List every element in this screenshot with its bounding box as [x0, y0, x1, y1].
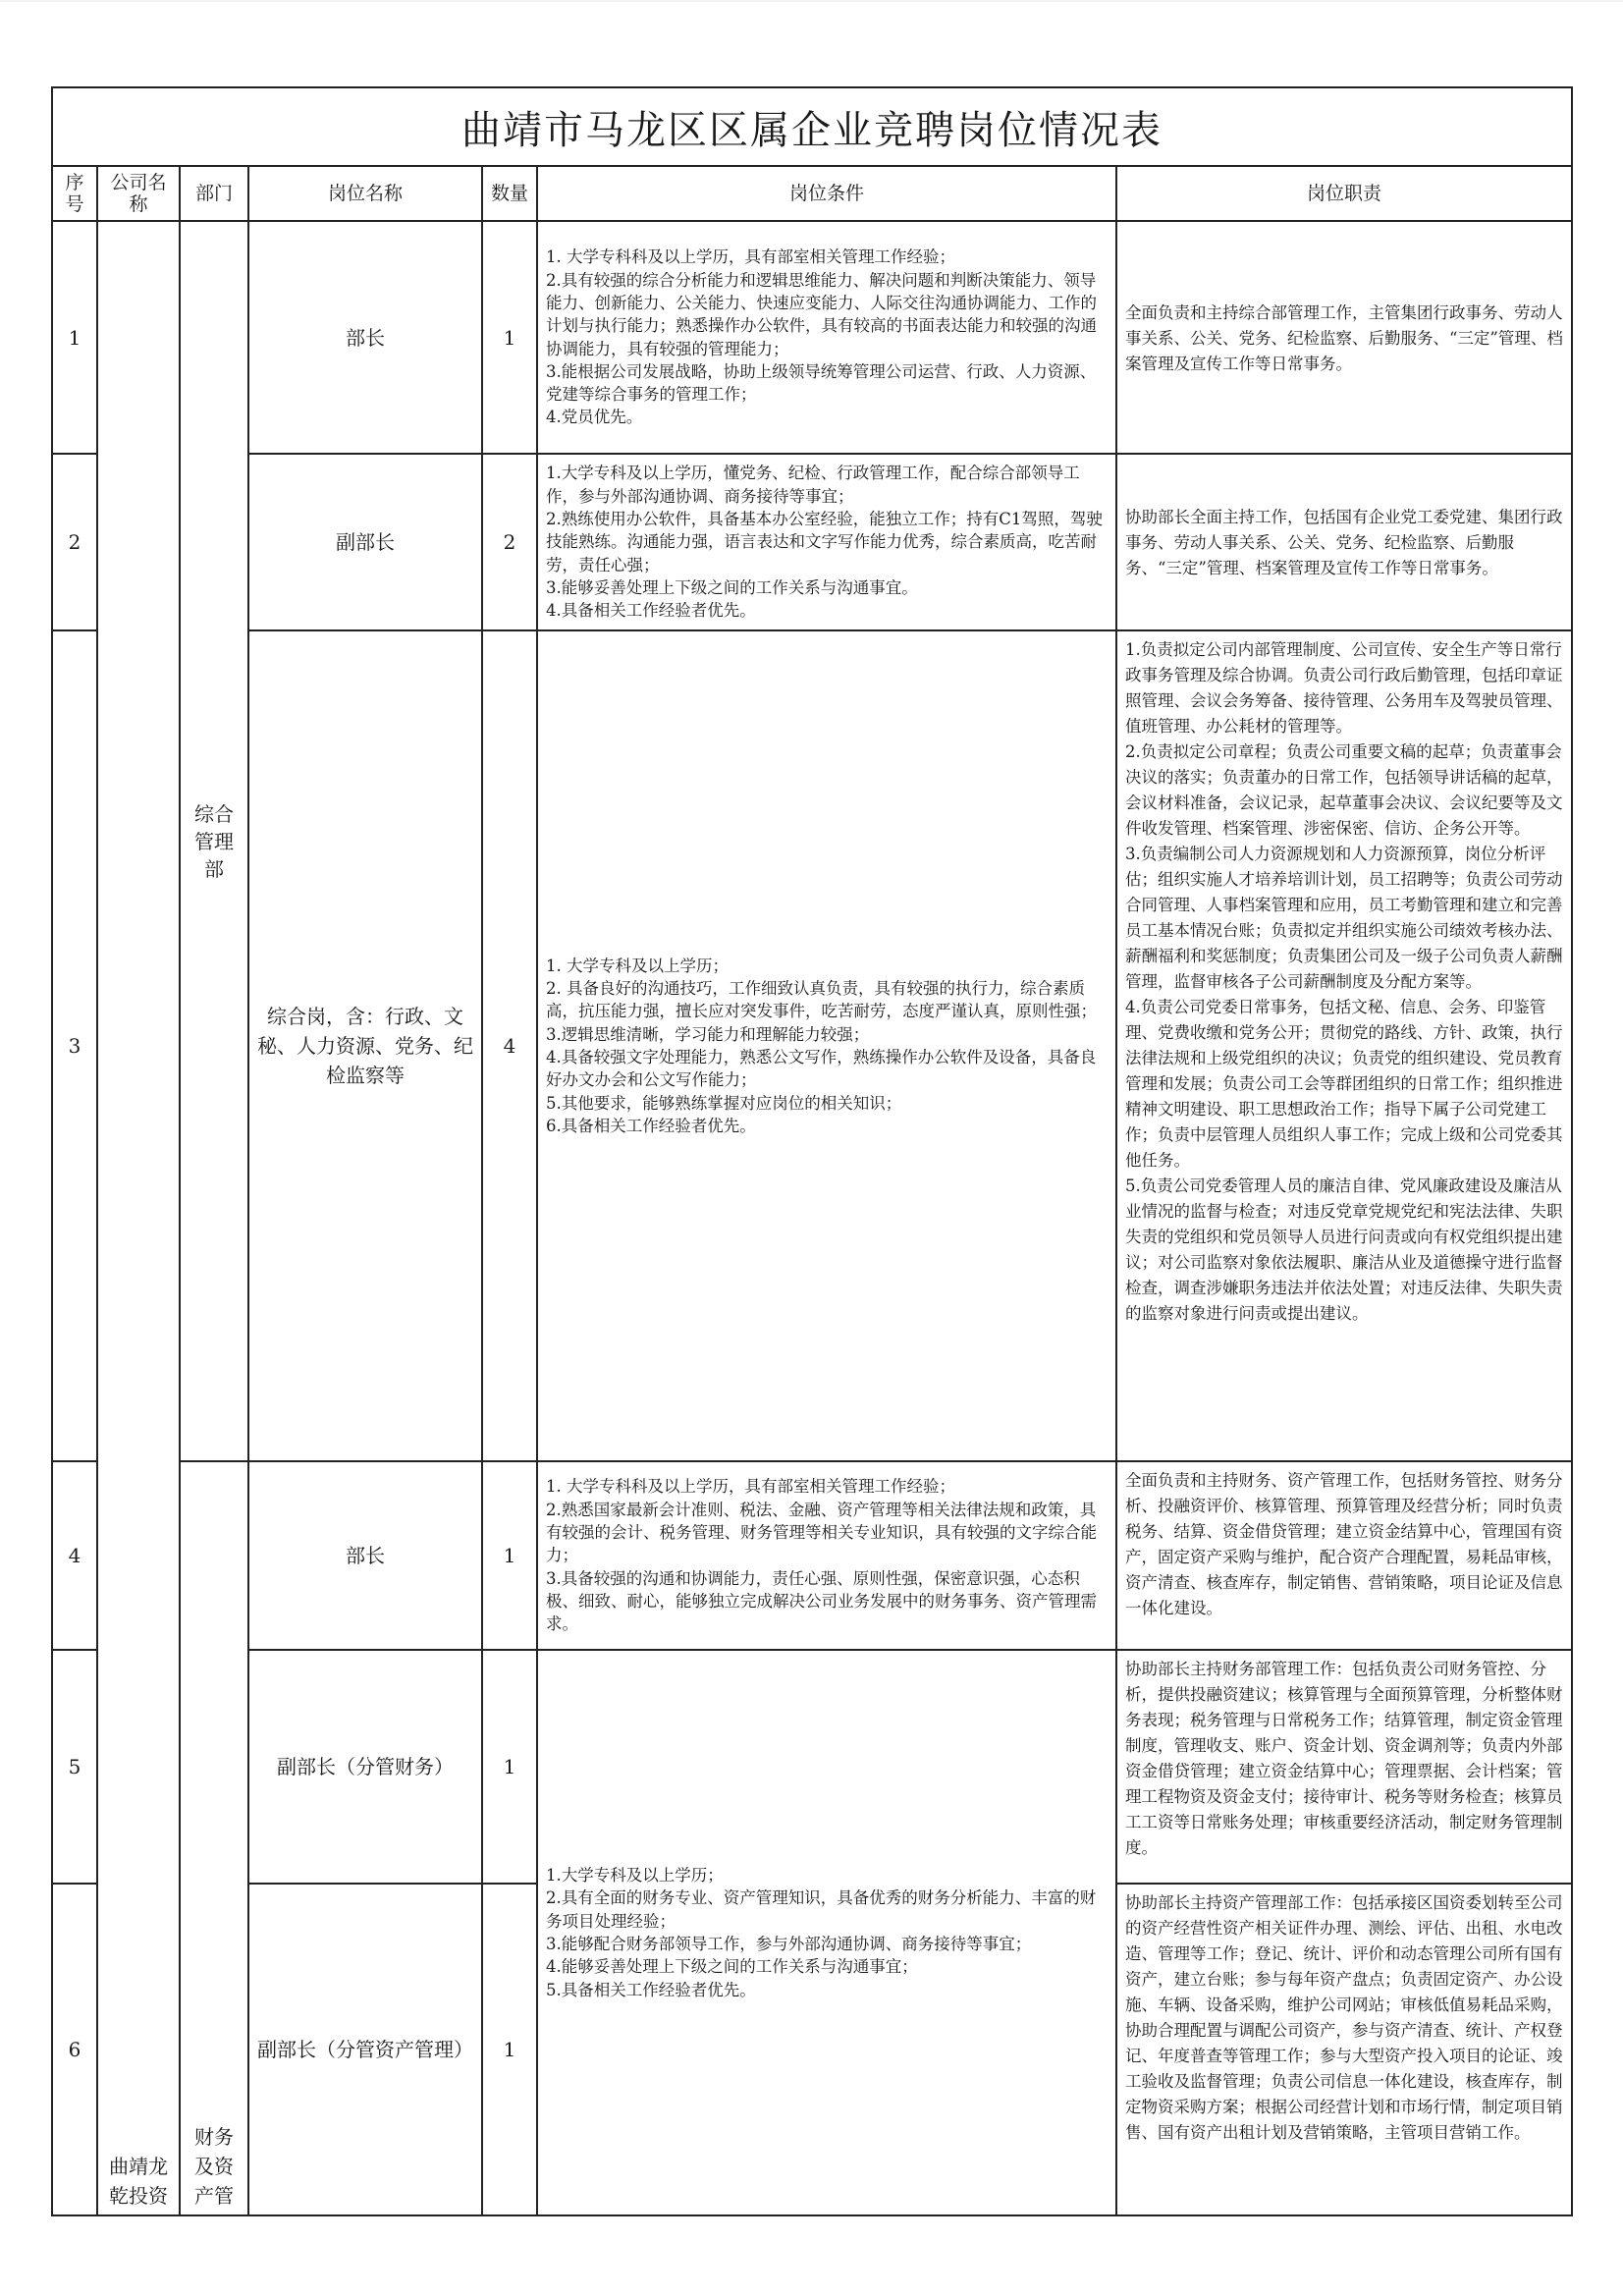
- condition-item: 3.具备较强的沟通和协调能力，责任心强、原则性强，保密意识强，心态积极、细致、耐心，能够独立完成解决公司业务发展中的财务事务、资产管理需求。: [546, 1568, 1097, 1634]
- dept-finance: 财务及资产管: [194, 2125, 234, 2208]
- scan-edge: [0, 0, 1623, 2]
- condition-item: 4.党员优先。: [546, 408, 643, 427]
- seq-cell: 6: [52, 1884, 97, 2215]
- condition-item: 3.能根据公司发展战略，协助上级领导统筹管理公司运营、行政、人力资源、党建等综合事务的管理工作；: [546, 361, 1097, 405]
- count-cell: 2: [482, 454, 537, 630]
- condition-item: 4.能够妥善处理上下级之间的工作关系与沟通事宜；: [546, 1957, 918, 1977]
- condition-item: 2.熟悉国家最新会计准则、税法、金融、资产管理等相关法律法规和政策，具有较强的会计、税务管理、财务管理等相关专业知识，具有较强的文字综合能力；: [546, 1500, 1097, 1565]
- condition-item: 1. 大学专科科及以上学历，具有部室相关管理工作经验；: [546, 247, 955, 267]
- condition-item: 2.具有全面的财务专业、资产管理知识，具备优秀的财务分析能力、丰富的财务项目处理经验；: [546, 1888, 1097, 1931]
- condition-item: 2. 具备良好的沟通技巧，工作细致认真负责，具有较强的执行力，综合素质高，抗压能力强，擅长应对突发事件，吃苦耐劳，态度严谨认真，原则性强；: [546, 979, 1097, 1021]
- seq-cell: 4: [52, 1461, 97, 1650]
- duty-item: 3.负责编制公司人力资源规划和人力资源预算，岗位分析评估；组织实施人才培养培训计划，员工招聘等；负责公司劳动合同管理、人事档案管理和应用，员工考勤管理和建立和完善员工基本情况台账；负责拟定并组织实施公司绩效考核办法、薪酬福利和奖惩制度；负责集团公司及一级子公司负责人薪酬管理，监督审核各子公司薪酬制度及分配方案等。: [1125, 845, 1563, 991]
- condition-item: 2.熟练使用办公软件，具备基本办公室经验，能独立工作；持有C1驾照，驾驶技能熟练。沟通能力强，语言表达和文字写作能力优秀，综合素质高，吃苦耐劳，责任心强；: [546, 510, 1103, 574]
- condition-item: 3.逻辑思维清晰，学习能力和理解能力较强；: [546, 1024, 870, 1044]
- conditions-cell: [537, 221, 1116, 454]
- condition-item: 2.具有较强的综合分析能力和逻辑思维能力、解决问题和判断决策能力、领导能力、创新能力、公关能力、快速应变能力、人际交往沟通协调能力、工作的计划与执行能力；熟悉操作办公软件，具有较高的书面表达能力和较强的沟通协调能力，具有较强的管理能力；: [546, 270, 1097, 358]
- duty-item: 协助部长主持财务部管理工作：包括负责公司财务管控、分析，提供投融资建议；核算管理与全面预算管理，分析整体财务表现；税务管理与日常税务工作；结算管理，制定资金管理制度，管理收支、账户、资金计划、资金调剂等；负责内外部资金借贷管理；建立资金结算中心；管理票据、会计档案；管理工程物资及资金支付；接待审计、税务等财务检查；核算员工工资等日常账务处理；审核重要经济活动，制定财务管理制度。: [1125, 1660, 1563, 1857]
- position-cell: 副部长（分管财务）: [248, 1650, 482, 1884]
- duties-cell: [1116, 1884, 1572, 2215]
- header-duties: 岗位职责: [1116, 166, 1572, 221]
- conditions-cell: [537, 454, 1116, 630]
- duty-item: 1.负责拟定公司内部管理制度、公司宣传、安全生产等日常行政事务管理及综合协调。负责公司行政后勤管理，包括印章证照管理、会议会务筹备、接待管理、公务用车及驾驶员管理、值班管理、办公耗材的管理等。: [1125, 640, 1563, 736]
- duty-item: 4.负责公司党委日常事务，包括文秘、信息、会务、印鉴管理、党费收缴和党务公开；贯彻党的路线、方针、政策，执行法律法规和上级党组织的决议；负责党的组织建设、党员教育管理和发展；负责公司工会等群团组织的日常工作；组织推进精神文明建设、职工思想政治工作；指导下属子公司党建工作；负责中层管理人员组织人事工作；完成上级和公司党委其他任务。: [1125, 998, 1563, 1170]
- header-conditions: 岗位条件: [537, 166, 1116, 221]
- condition-item: 1. 大学专科科及以上学历，具有部室相关管理工作经验；: [546, 1477, 955, 1497]
- duty-item: 5.负责公司党委管理人员的廉洁自律、党风廉政建设及廉洁从业情况的监督与检查；对违反党章党规党纪和宪法法律、失职失责的党组织和党员领导人员进行问责或向有权党组织提出建议；对公司监察对象依法履职、廉洁从业及道德操守进行监督检查，调查涉嫌职务违法并依法处置；对违反法律、失职失责的监察对象进行问责或提出建议。: [1125, 1176, 1563, 1323]
- conditions-cell: [537, 1461, 1116, 1650]
- table-row: [52, 221, 1572, 454]
- dept-general-cell: [180, 221, 248, 1461]
- position-cell: 部长: [248, 1461, 482, 1650]
- table-row: [52, 454, 1572, 630]
- conditions-cell-shared: [537, 1650, 1116, 2215]
- condition-item: 4.具备较强文字处理能力，熟悉公文写作，熟练操作办公软件及设备，具备良好办文办会和公文写作能力；: [546, 1048, 1097, 1090]
- header-dept: 部门: [180, 166, 248, 221]
- position-cell: 副部长: [248, 454, 482, 630]
- header-count: 数量: [482, 166, 537, 221]
- position-cell: 部长: [248, 221, 482, 454]
- page-title: 曲靖市马龙区区属企业竞聘岗位情况表: [52, 87, 1572, 166]
- duties-cell: [1116, 1461, 1572, 1650]
- condition-item: 3.能够妥善处理上下级之间的工作关系与沟通事宜。: [546, 577, 918, 597]
- company-cell: [97, 221, 180, 2215]
- condition-item: 6.具备相关工作经验者优先。: [546, 1116, 756, 1135]
- positions-table: [51, 86, 1573, 2216]
- duty-item: 全面负责和主持财务、资产管理工作，包括财务管控、财务分析、投融资评价、核算管理、预算管理及经营分析；同时负责税务、结算、资金借贷管理；建立资金结算中心，管理国有资产，固定资产采购与维护，配合资产合理配置，易耗品审核，资产清查、核查库存，制定销售、营销策略，项目论证及信息一体化建设。: [1125, 1471, 1563, 1617]
- duty-item: 2.负责拟定公司章程；负责公司重要文稿的起草；负责董事会决议的落实；负责董办的日常工作，包括领导讲话稿的起草，会议材料准备，会议记录，起草董事会决议、会议纪要等及文件收发管理、档案管理、涉密保密、信访、企务公开等。: [1125, 742, 1563, 838]
- table-row: [52, 630, 1572, 1461]
- count-cell: 1: [482, 1461, 537, 1650]
- count-cell: 4: [482, 630, 537, 1461]
- header-company: 公司名称: [97, 166, 180, 221]
- table-row: [52, 1650, 1572, 1884]
- company-name: 曲靖龙乾投资: [109, 2155, 168, 2208]
- conditions-cell: [537, 630, 1116, 1461]
- header-row: [52, 166, 1572, 221]
- dept-finance-cell: [180, 1461, 248, 2215]
- condition-item: 5.其他要求，能够熟练掌握对应岗位的相关知识；: [546, 1093, 902, 1113]
- table-row: [52, 1461, 1572, 1650]
- position-cell: 副部长（分管资产管理）: [248, 1884, 482, 2215]
- condition-item: 1.大学专科及以上学历；: [546, 1866, 724, 1886]
- dept-general: 综合管理部: [194, 801, 234, 881]
- position-cell: 综合岗，含：行政、文秘、人力资源、党务、纪检监察等: [248, 630, 482, 1461]
- count-cell: 1: [482, 1650, 537, 1884]
- duty-item: 全面负责和主持综合部管理工作，主管集团行政事务、劳动人事关系、公关、党务、纪检监察、后勤服务、“三定”管理、档案管理及宣传工作等日常事务。: [1125, 302, 1563, 373]
- seq-cell: 3: [52, 630, 97, 1461]
- count-cell: 1: [482, 221, 537, 454]
- seq-cell: 1: [52, 221, 97, 454]
- header-seq: 序号: [52, 166, 97, 221]
- duties-cell: [1116, 630, 1572, 1461]
- duties-cell: [1116, 454, 1572, 630]
- condition-item: 1. 大学专科及以上学历；: [546, 956, 729, 975]
- seq-cell: 5: [52, 1650, 97, 1884]
- condition-item: 1.大学专科及以上学历，懂党务、纪检、行政管理工作，配合综合部领导工作，参与外部沟通协调、商务接待等事宜；: [546, 464, 1080, 506]
- header-position: 岗位名称: [248, 166, 482, 221]
- duty-item: 协助部长全面主持工作，包括国有企业党工委党建、集团行政事务、劳动人事关系、公关、党务、纪检监察、后勤服务、“三定”管理、档案管理及宣传工作等日常事务。: [1125, 508, 1563, 577]
- condition-item: 5.具备相关工作经验者优先。: [546, 1980, 756, 1999]
- duties-cell: [1116, 221, 1572, 454]
- duty-item: 协助部长主持资产管理部工作：包括承接区国资委划转至公司的资产经营性资产相关证件办理、测绘、评估、出租、水电改造、管理等工作；登记、统计、评价和动态管理公司所有国有资产，建立台账；参与每年资产盘点；负责固定资产、办公设施、车辆、设备采购，维护公司网站；审核低值易耗品采购，协助合理配置与调配公司资产，参与资产清查、统计、产权登记、年度普查等管理工作；参与大型资产投入项目的论证、竣工验收及监督管理；负责公司信息一体化建设，核查库存，制定物资采购方案；根据公司经营计划和市场行情，制定项目销售、国有资产出租计划及营销策略，主管项目营销工作。: [1125, 1893, 1563, 2142]
- count-cell: 1: [482, 1884, 537, 2215]
- duties-cell: [1116, 1650, 1572, 1884]
- condition-item: 4.具备相关工作经验者优先。: [546, 601, 756, 621]
- condition-item: 3.能够配合财务部领导工作，参与外部沟通协调、商务接待等事宜；: [546, 1935, 1032, 1953]
- seq-cell: 2: [52, 454, 97, 630]
